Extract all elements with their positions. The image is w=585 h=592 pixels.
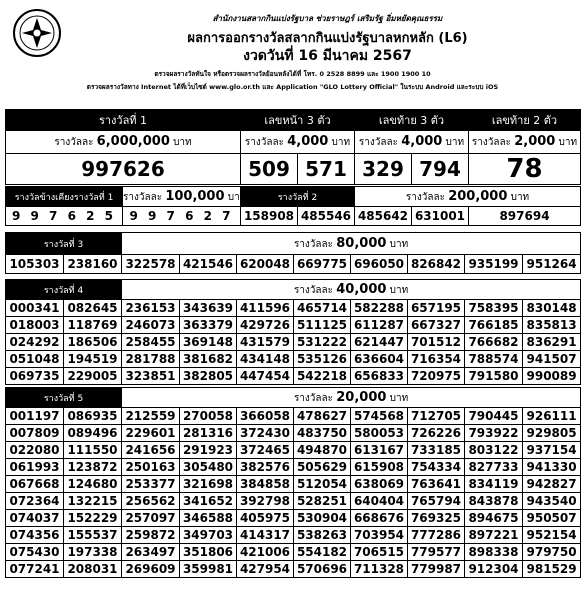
prize-number-cell: 022080	[6, 442, 64, 459]
prize-number-cell: 720975	[408, 368, 465, 385]
prize-number-cell: 405975	[237, 510, 294, 527]
prize-number-cell: 791580	[465, 368, 523, 385]
prize-number-cell: 926111	[523, 408, 581, 425]
third-prize-number: 620048	[237, 255, 294, 274]
third-prize-number: 238160	[64, 255, 122, 274]
first-prize-amount: รางวัลละ 6,000,000 บาท	[6, 131, 241, 154]
draw-date: งวดวันที่ 16 มีนาคม 2567	[243, 48, 412, 64]
prize-number-cell: 124680	[64, 476, 122, 493]
back2-number: 78	[469, 154, 581, 185]
prize-number-cell: 990089	[523, 368, 581, 385]
prize-number-cell: 082645	[64, 300, 122, 317]
page-title: ผลการออกรางวัลสลากกินแบ่งรัฐบาลหกหลัก (L6)	[187, 31, 468, 46]
third-prize-table	[5, 232, 581, 274]
prize-number-cell: 194519	[64, 351, 122, 368]
prize-number-cell: 668676	[351, 510, 408, 527]
prize-number-cell: 582288	[351, 300, 408, 317]
prize-number-cell: 542218	[294, 368, 351, 385]
prize-number-cell: 000341	[6, 300, 64, 317]
front3-number: 571	[298, 154, 355, 185]
prize-number-cell: 950507	[523, 510, 581, 527]
prize-number-cell: 018003	[6, 317, 64, 334]
prize-number-cell: 511125	[294, 317, 351, 334]
prize-number-cell: 321698	[180, 476, 237, 493]
third-prize-number: 951264	[523, 255, 581, 274]
prize-number-cell: 359981	[180, 561, 237, 578]
prize-number-cell: 779987	[408, 561, 465, 578]
prize-number-cell: 830148	[523, 300, 581, 317]
prize-number-cell: 429726	[237, 317, 294, 334]
prize-number-cell: 256562	[122, 493, 180, 510]
prize-number-cell: 414317	[237, 527, 294, 544]
prize-number-cell: 346588	[180, 510, 237, 527]
prize-number-cell: 323851	[122, 368, 180, 385]
prize-number-cell: 937154	[523, 442, 581, 459]
fourth-prize-label: รางวัลที่ 4	[6, 280, 122, 300]
prize-number-cell: 478627	[294, 408, 351, 425]
prize-number-cell: 411596	[237, 300, 294, 317]
prize-number-cell: 942827	[523, 476, 581, 493]
prize-number-cell: 074037	[6, 510, 64, 527]
prize-number-cell: 270058	[180, 408, 237, 425]
third-prize-amount: รางวัลละ 80,000 บาท	[122, 233, 581, 255]
prize-number-cell: 001197	[6, 408, 64, 425]
prize-number-cell: 431579	[237, 334, 294, 351]
front3-label: เลขหน้า 3 ตัว	[241, 110, 355, 131]
prize-number-cell: 281788	[122, 351, 180, 368]
prize-number-cell: 535126	[294, 351, 351, 368]
third-prize-number: 935199	[465, 255, 523, 274]
prize-number-cell: 258455	[122, 334, 180, 351]
top-prizes-table	[5, 109, 581, 185]
prize-number-cell: 656833	[351, 368, 408, 385]
second-prize-number: 631001	[412, 207, 469, 226]
prize-number-cell: 843878	[465, 493, 523, 510]
back2-amount: รางวัลละ 2,000 บาท	[469, 131, 581, 154]
prize-number-cell: 790445	[465, 408, 523, 425]
third-prize-number: 421546	[180, 255, 237, 274]
prize-number-cell: 007809	[6, 425, 64, 442]
prize-number-cell: 793922	[465, 425, 523, 442]
prize-number-cell: 657195	[408, 300, 465, 317]
prize-number-cell: 769325	[408, 510, 465, 527]
prize-number-cell: 212559	[122, 408, 180, 425]
third-prize-number: 669775	[294, 255, 351, 274]
prize-number-cell: 777286	[408, 527, 465, 544]
near-prize-number: 9 9 7 6 2 7	[123, 207, 241, 226]
prize-number-cell: 716354	[408, 351, 465, 368]
prize-number-cell: 434148	[237, 351, 294, 368]
prize-number-cell: 343639	[180, 300, 237, 317]
prize-number-cell: 392798	[237, 493, 294, 510]
prize-number-cell: 197338	[64, 544, 122, 561]
prize-number-cell: 250163	[122, 459, 180, 476]
prize-number-cell: 241656	[122, 442, 180, 459]
prize-number-cell: 505629	[294, 459, 351, 476]
prize-number-cell: 257097	[122, 510, 180, 527]
prize-number-cell: 246073	[122, 317, 180, 334]
prize-number-cell: 111550	[64, 442, 122, 459]
agency-motto: สำนักงานสลากกินแบ่งรัฐบาล ช่วยราษฎร์ เสริมรัฐ อิ่มหยัดคุณธรรม	[212, 14, 443, 23]
prize-number-cell: 574568	[351, 408, 408, 425]
prize-number-cell: 898338	[465, 544, 523, 561]
second-prize-number: 158908	[241, 207, 298, 226]
prize-number-cell: 981529	[523, 561, 581, 578]
prize-number-cell: 067668	[6, 476, 64, 493]
prize-number-cell: 253377	[122, 476, 180, 493]
prize-number-cell: 701512	[408, 334, 465, 351]
near-and-second-table	[5, 186, 581, 226]
prize-number-cell: 706515	[351, 544, 408, 561]
fourth-prize-table	[5, 279, 581, 385]
prize-number-cell: 382576	[237, 459, 294, 476]
prize-number-cell: 667327	[408, 317, 465, 334]
first-prize-label: รางวัลที่ 1	[6, 110, 241, 131]
prize-number-cell: 349703	[180, 527, 237, 544]
prize-number-cell: 703954	[351, 527, 408, 544]
prize-number-cell: 754334	[408, 459, 465, 476]
prize-number-cell: 528251	[294, 493, 351, 510]
prize-number-cell: 638069	[351, 476, 408, 493]
prize-number-cell: 384858	[237, 476, 294, 493]
prize-number-cell: 615908	[351, 459, 408, 476]
first-prize-number: 997626	[6, 154, 241, 185]
prize-number-cell: 118769	[64, 317, 122, 334]
prize-number-cell: 779577	[408, 544, 465, 561]
check-info-phone: ตรวจผลรางวัลทันใจ หรือตรวจผลรางวัลย้อนหลังได้ที่ โทร. 0 2528 8899 และ 1900 1900 10	[154, 70, 431, 78]
prize-number-cell: 788574	[465, 351, 523, 368]
second-prize-amount: รางวัลละ 200,000 บาท	[355, 187, 581, 207]
prize-number-cell: 229601	[122, 425, 180, 442]
second-prize-number: 485642	[355, 207, 412, 226]
prize-number-cell: 765794	[408, 493, 465, 510]
third-prize-number: 322578	[122, 255, 180, 274]
prize-number-cell: 827733	[465, 459, 523, 476]
prize-number-cell: 512054	[294, 476, 351, 493]
prize-number-cell: 229005	[64, 368, 122, 385]
third-prize-number: 696050	[351, 255, 408, 274]
prize-number-cell: 075430	[6, 544, 64, 561]
prize-number-cell: 929805	[523, 425, 581, 442]
near-prize-label: รางวัลข้างเคียงรางวัลที่ 1	[6, 187, 123, 207]
front3-amount: รางวัลละ 4,000 บาท	[241, 131, 355, 154]
third-prize-number: 826842	[408, 255, 465, 274]
near-prize-amount: รางวัลละ 100,000 บาท	[123, 187, 241, 207]
fourth-prize-amount: รางวัลละ 40,000 บาท	[122, 280, 581, 300]
prize-number-cell: 766185	[465, 317, 523, 334]
prize-number-cell: 072364	[6, 493, 64, 510]
back3-amount: รางวัลละ 4,000 บาท	[355, 131, 469, 154]
prize-number-cell: 766682	[465, 334, 523, 351]
prize-number-cell: 712705	[408, 408, 465, 425]
second-prize-number: 897694	[469, 207, 581, 226]
fifth-prize-label: รางวัลที่ 5	[6, 388, 122, 408]
prize-number-cell: 726226	[408, 425, 465, 442]
prize-number-cell: 530904	[294, 510, 351, 527]
prize-number-cell: 611287	[351, 317, 408, 334]
prize-number-cell: 952154	[523, 527, 581, 544]
prize-number-cell: 580053	[351, 425, 408, 442]
prize-number-cell: 186506	[64, 334, 122, 351]
prize-number-cell: 281316	[180, 425, 237, 442]
prize-number-cell: 834119	[465, 476, 523, 493]
prize-number-cell: 613167	[351, 442, 408, 459]
prize-number-cell: 640404	[351, 493, 408, 510]
back3-label: เลขท้าย 3 ตัว	[355, 110, 469, 131]
back2-label: เลขท้าย 2 ตัว	[469, 110, 581, 131]
prize-number-cell: 483750	[294, 425, 351, 442]
prize-number-cell: 531222	[294, 334, 351, 351]
second-prize-number: 485546	[298, 207, 355, 226]
prize-number-cell: 733185	[408, 442, 465, 459]
prize-number-cell: 208031	[64, 561, 122, 578]
near-prize-number: 9 9 7 6 2 5	[6, 207, 123, 226]
prize-number-cell: 132215	[64, 493, 122, 510]
prize-number-cell: 465714	[294, 300, 351, 317]
glo-emblem-icon	[12, 8, 62, 58]
back3-number: 329	[355, 154, 412, 185]
prize-number-cell: 941507	[523, 351, 581, 368]
prize-number-cell: 803122	[465, 442, 523, 459]
prize-number-cell: 086935	[64, 408, 122, 425]
prize-number-cell: 263497	[122, 544, 180, 561]
prize-number-cell: 427954	[237, 561, 294, 578]
prize-number-cell: 979750	[523, 544, 581, 561]
prize-number-cell: 077241	[6, 561, 64, 578]
prize-number-cell: 941330	[523, 459, 581, 476]
prize-number-cell: 051048	[6, 351, 64, 368]
prize-number-cell: 366058	[237, 408, 294, 425]
prize-number-cell: 369148	[180, 334, 237, 351]
prize-number-cell: 382805	[180, 368, 237, 385]
check-info-web: ตรวจผลรางวัลทาง Internet ได้ที่เว็บไซต์ www.glo.or.th และ Application "GLO Lottery Official" ในระบบ Android และระบบ iOS	[86, 83, 499, 91]
prize-number-cell: 372430	[237, 425, 294, 442]
prize-number-cell: 554182	[294, 544, 351, 561]
prize-number-cell: 236153	[122, 300, 180, 317]
fifth-prize-table	[5, 387, 581, 578]
prize-number-cell: 259872	[122, 527, 180, 544]
third-prize-number: 105303	[6, 255, 64, 274]
prize-number-cell: 711328	[351, 561, 408, 578]
prize-number-cell: 024292	[6, 334, 64, 351]
prize-number-cell: 421006	[237, 544, 294, 561]
prize-number-cell: 089496	[64, 425, 122, 442]
prize-number-cell: 447454	[237, 368, 294, 385]
prize-number-cell: 123872	[64, 459, 122, 476]
prize-number-cell: 494870	[294, 442, 351, 459]
prize-number-cell: 758395	[465, 300, 523, 317]
prize-number-cell: 943540	[523, 493, 581, 510]
prize-number-cell: 341652	[180, 493, 237, 510]
second-prize-label: รางวัลที่ 2	[241, 187, 355, 207]
back3-number: 794	[412, 154, 469, 185]
prize-number-cell: 269609	[122, 561, 180, 578]
prize-number-cell: 381682	[180, 351, 237, 368]
prize-number-cell: 074356	[6, 527, 64, 544]
prize-number-cell: 069735	[6, 368, 64, 385]
third-prize-label: รางวัลที่ 3	[6, 233, 122, 255]
prize-number-cell: 351806	[180, 544, 237, 561]
prize-number-cell: 152229	[64, 510, 122, 527]
prize-number-cell: 155537	[64, 527, 122, 544]
prize-number-cell: 835813	[523, 317, 581, 334]
prize-number-cell: 061993	[6, 459, 64, 476]
prize-number-cell: 912304	[465, 561, 523, 578]
prize-number-cell: 291923	[180, 442, 237, 459]
prize-number-cell: 305480	[180, 459, 237, 476]
prize-number-cell: 621447	[351, 334, 408, 351]
prize-number-cell: 897221	[465, 527, 523, 544]
prize-number-cell: 836291	[523, 334, 581, 351]
prize-number-cell: 894675	[465, 510, 523, 527]
front3-number: 509	[241, 154, 298, 185]
fifth-prize-amount: รางวัลละ 20,000 บาท	[122, 388, 581, 408]
prize-number-cell: 570696	[294, 561, 351, 578]
prize-number-cell: 763641	[408, 476, 465, 493]
prize-number-cell: 363379	[180, 317, 237, 334]
prize-number-cell: 636604	[351, 351, 408, 368]
prize-number-cell: 538263	[294, 527, 351, 544]
prize-number-cell: 372465	[237, 442, 294, 459]
